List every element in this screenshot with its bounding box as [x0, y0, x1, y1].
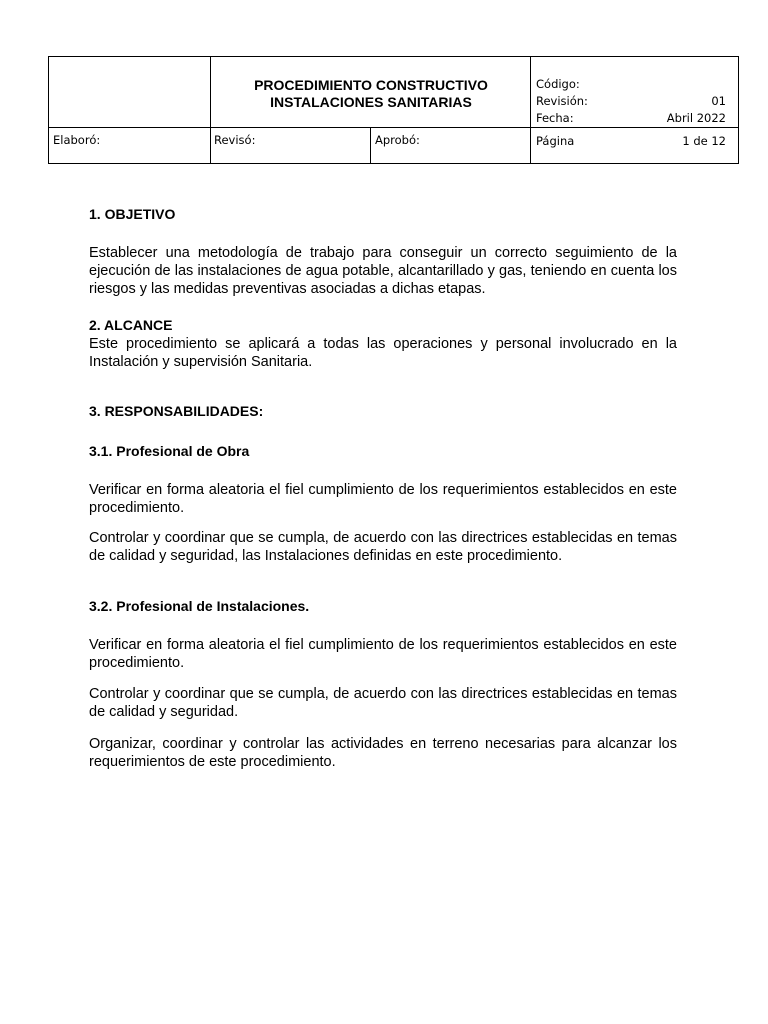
instalaciones-paragraph-1: Verificar en forma aleatoria el fiel cumplimiento de los requerimientos establecidos en este procedimiento. — [89, 637, 677, 671]
header-divider — [530, 127, 739, 128]
revision-row — [536, 94, 726, 108]
responsabilidades-heading: 3. RESPONSABILIDADES: — [89, 403, 264, 419]
profesional-instalaciones-heading: 3.2. Profesional de Instalaciones. — [89, 598, 310, 614]
fecha-value: Abril 2022 — [666, 111, 726, 125]
codigo-label: Código: — [536, 77, 580, 91]
title-line-2: INSTALACIONES SANITARIAS — [270, 94, 472, 110]
reviso-label: Revisó: — [214, 133, 256, 147]
pagina-row — [536, 134, 726, 148]
instalaciones-paragraph-2: Controlar y coordinar que se cumpla, de acuerdo con las directrices establecidas en temas de calidad y seguridad. — [89, 686, 677, 720]
obra-paragraph-1: Verificar en forma aleatoria el fiel cumplimiento de los requerimientos establecidos en este procedimiento. — [89, 482, 677, 516]
obra-paragraph-2: Controlar y coordinar que se cumpla, de acuerdo con las directrices establecidas en temas de calidad y seguridad, las Instalaciones definidas en este procedimiento. — [89, 530, 677, 564]
aprobo-label: Aprobó: — [375, 133, 420, 147]
document-header-table — [48, 56, 739, 164]
pagina-label: Página — [536, 134, 575, 148]
pagina-value: 1 de 12 — [682, 134, 726, 148]
header-divider — [49, 127, 530, 128]
alcance-text: Este procedimiento se aplicará a todas las operaciones y personal involucrado en la Instalación y supervisión Sanitaria. — [89, 336, 677, 370]
codigo-row — [536, 77, 726, 91]
fecha-label: Fecha: — [536, 111, 574, 125]
profesional-obra-heading: 3.1. Profesional de Obra — [89, 443, 250, 459]
instalaciones-paragraph-3: Organizar, coordinar y controlar las actividades en terreno necesarias para alcanzar los requerimientos de este procedimiento. — [89, 736, 677, 770]
fecha-row — [536, 111, 726, 125]
elaboro-label: Elaboró: — [53, 133, 101, 147]
alcance-heading: 2. ALCANCE — [89, 317, 173, 333]
header-divider — [370, 127, 371, 163]
revision-label: Revisión: — [536, 94, 588, 108]
title-line-1: PROCEDIMIENTO CONSTRUCTIVO — [254, 77, 488, 93]
objetivo-heading: 1. OBJETIVO — [89, 206, 176, 222]
objetivo-text: Establecer una metodología de trabajo para conseguir un correcto seguimiento de la ejecución de las instalaciones de agua potable, alcantarillado y gas, teniendo en cuenta los riesgos y las medidas preventivas asociadas a dichas etapas. — [89, 245, 677, 297]
revision-value: 01 — [711, 94, 726, 108]
document-title — [210, 77, 532, 111]
